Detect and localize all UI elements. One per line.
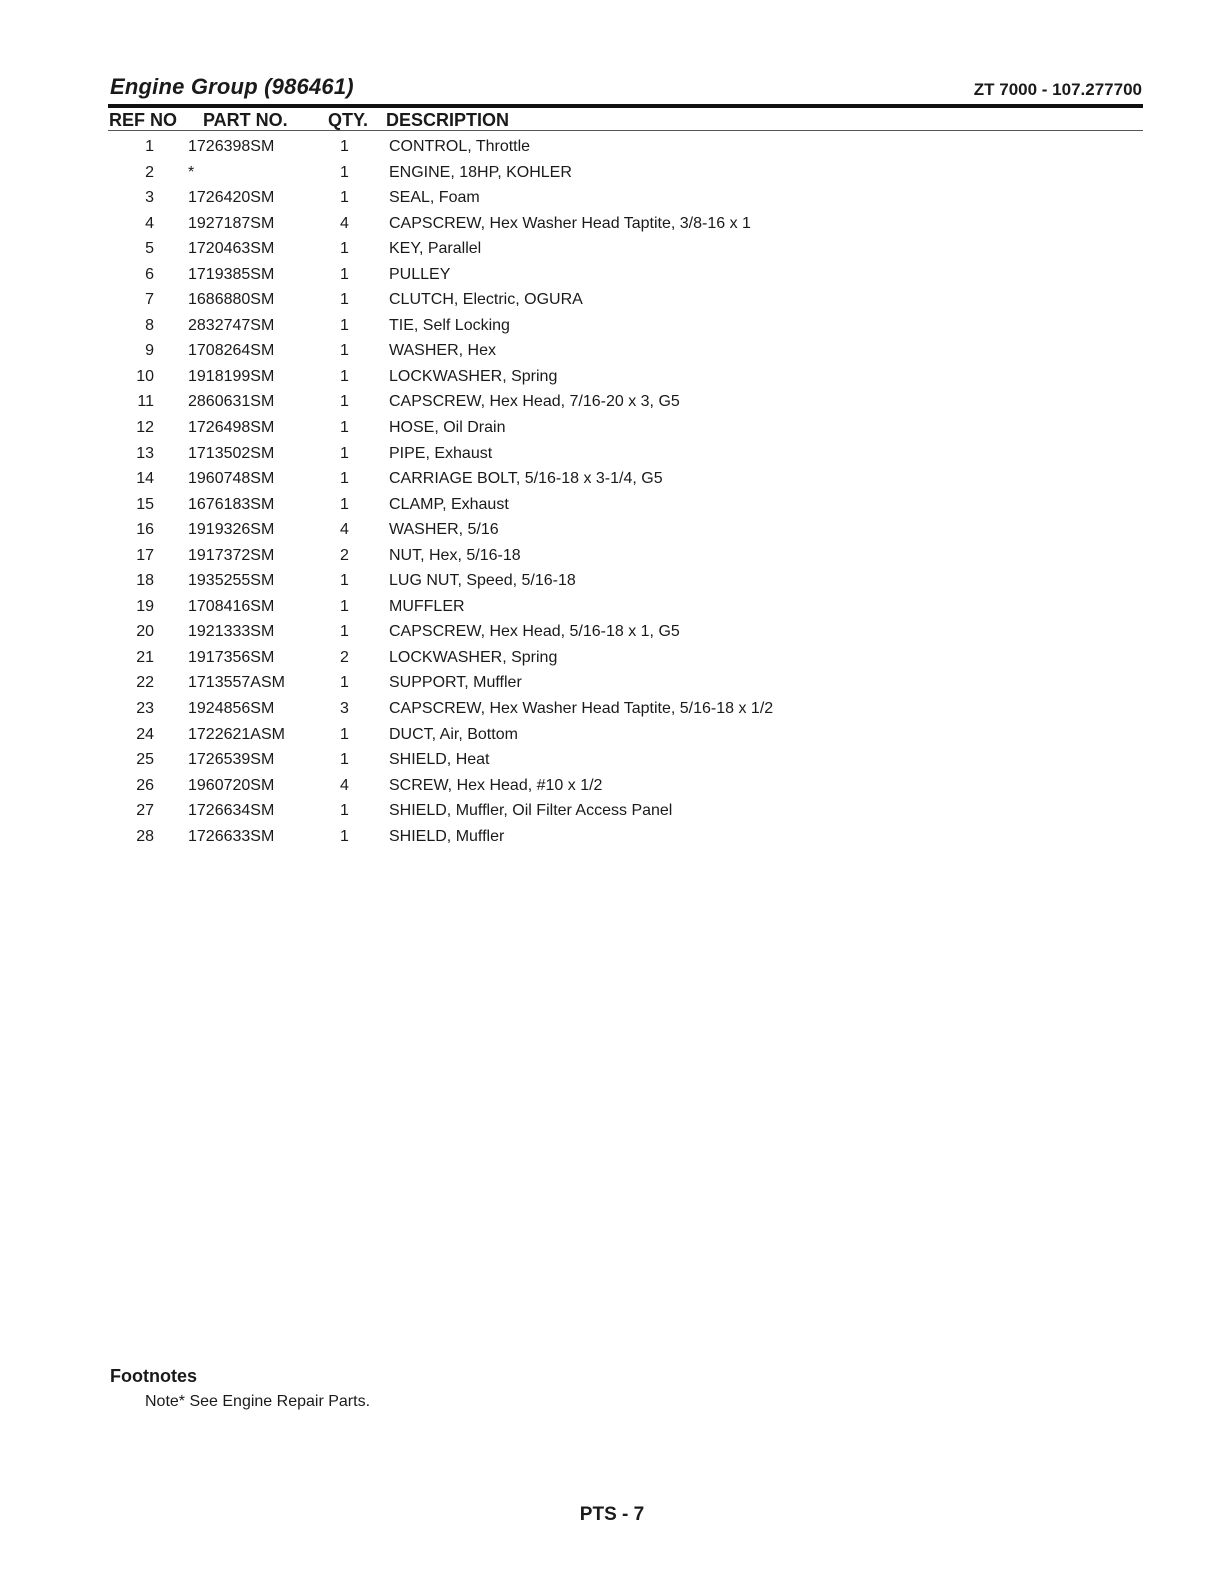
qty-cell: 1 — [340, 291, 349, 309]
qty-cell: 1 — [340, 419, 349, 437]
table-row — [108, 289, 1143, 315]
table-row — [108, 468, 1143, 494]
part-no-cell: 1686880SM — [188, 291, 275, 309]
footnote-text: Note* See Engine Repair Parts. — [145, 1393, 371, 1410]
ref-no-cell: 25 — [136, 751, 154, 769]
table-row — [108, 264, 1143, 290]
part-no-cell: 1935255SM — [188, 572, 275, 590]
ref-no-cell: 10 — [136, 367, 154, 385]
table-row — [108, 672, 1143, 698]
description-cell: WASHER, Hex — [389, 342, 496, 360]
table-row — [108, 570, 1143, 596]
table-row — [108, 417, 1143, 443]
qty-cell: 1 — [340, 393, 349, 411]
description-cell: LOCKWASHER, Spring — [389, 367, 558, 385]
description-cell: TIE, Self Locking — [389, 316, 510, 334]
description-cell: MUFFLER — [389, 597, 465, 615]
ref-no-cell: 28 — [136, 827, 154, 845]
ref-no-cell: 27 — [136, 802, 154, 820]
part-no-cell: 1726498SM — [188, 419, 275, 437]
part-no-cell: * — [188, 163, 195, 181]
qty-cell: 1 — [340, 444, 349, 462]
ref-no-cell: 26 — [136, 776, 154, 794]
table-row — [108, 315, 1143, 341]
column-header-description: DESCRIPTION — [386, 110, 510, 130]
table-row — [108, 698, 1143, 724]
qty-cell: 1 — [340, 802, 349, 820]
part-no-cell: 1917356SM — [188, 648, 275, 666]
qty-cell: 1 — [340, 725, 349, 743]
part-no-cell: 1726634SM — [188, 802, 275, 820]
part-no-cell: 1726539SM — [188, 751, 275, 769]
ref-no-cell: 9 — [145, 342, 154, 360]
qty-cell: 1 — [340, 163, 349, 181]
page-header — [110, 74, 1142, 104]
table-row — [108, 647, 1143, 673]
part-no-cell: 1719385SM — [188, 265, 275, 283]
ref-no-cell: 19 — [136, 597, 154, 615]
description-cell: NUT, Hex, 5/16-18 — [389, 546, 521, 564]
footnotes-title: Footnotes — [110, 1366, 197, 1386]
part-no-cell: 1917372SM — [188, 546, 275, 564]
table-row — [108, 800, 1143, 826]
qty-cell: 1 — [340, 316, 349, 334]
ref-no-cell: 22 — [136, 674, 154, 692]
qty-cell: 2 — [340, 546, 349, 564]
description-cell: CAPSCREW, Hex Washer Head Taptite, 3/8-16 x 1 — [389, 214, 751, 232]
description-cell: SUPPORT, Muffler — [389, 674, 522, 692]
description-cell: CAPSCREW, Hex Head, 7/16-20 x 3, G5 — [389, 393, 680, 411]
part-no-cell: 1720463SM — [188, 240, 275, 258]
part-no-cell: 1726633SM — [188, 827, 275, 845]
part-no-cell: 1918199SM — [188, 367, 275, 385]
table-row — [108, 136, 1143, 162]
description-cell: SHIELD, Heat — [389, 751, 490, 769]
ref-no-cell: 11 — [137, 393, 154, 411]
description-cell: WASHER, 5/16 — [389, 521, 499, 539]
ref-no-cell: 6 — [145, 265, 154, 283]
description-cell: CAPSCREW, Hex Washer Head Taptite, 5/16-18 x 1/2 — [389, 700, 774, 718]
qty-cell: 1 — [340, 189, 349, 207]
ref-no-cell: 15 — [136, 495, 154, 513]
part-no-cell: 1708416SM — [188, 597, 275, 615]
description-cell: CARRIAGE BOLT, 5/16-18 x 3-1/4, G5 — [389, 470, 663, 488]
ref-no-cell: 14 — [136, 470, 154, 488]
ref-no-cell: 5 — [145, 240, 154, 258]
ref-no-cell: 12 — [136, 419, 154, 437]
qty-cell: 1 — [340, 367, 349, 385]
ref-no-cell: 21 — [136, 648, 154, 666]
ref-no-cell: 3 — [145, 189, 154, 207]
qty-cell: 1 — [340, 597, 349, 615]
description-cell: SHIELD, Muffler, Oil Filter Access Panel — [389, 802, 673, 820]
ref-no-cell: 24 — [136, 725, 154, 743]
table-row — [108, 724, 1143, 750]
part-no-cell: 1676183SM — [188, 495, 275, 513]
qty-cell: 4 — [340, 214, 349, 232]
part-no-cell: 1927187SM — [188, 214, 275, 232]
qty-cell: 4 — [340, 521, 349, 539]
table-row — [108, 162, 1143, 188]
ref-no-cell: 18 — [136, 572, 154, 590]
column-header-qty: QTY. — [328, 110, 369, 130]
table-row — [108, 494, 1143, 520]
table-row — [108, 238, 1143, 264]
ref-no-cell: 1 — [145, 138, 154, 155]
column-header-part-no: PART NO. — [203, 110, 288, 130]
qty-cell: 3 — [340, 700, 349, 718]
description-cell: CLUTCH, Electric, OGURA — [389, 291, 583, 309]
model-number: ZT 7000 - 107.277700 — [973, 80, 1142, 99]
description-cell: LOCKWASHER, Spring — [389, 648, 558, 666]
description-cell: SHIELD, Muffler — [389, 827, 505, 845]
part-no-cell: 1726398SM — [188, 138, 275, 155]
qty-cell: 4 — [340, 776, 349, 794]
table-row — [108, 596, 1143, 622]
qty-cell: 1 — [340, 674, 349, 692]
header-divider — [108, 104, 1143, 108]
ref-no-cell: 2 — [145, 163, 154, 181]
table-row — [108, 519, 1143, 545]
table-row — [108, 775, 1143, 801]
table-row — [108, 366, 1143, 392]
part-no-cell: 1921333SM — [188, 623, 275, 641]
table-row — [108, 340, 1143, 366]
description-cell: LUG NUT, Speed, 5/16-18 — [389, 572, 576, 590]
ref-no-cell: 16 — [136, 521, 154, 539]
part-no-cell: 1713502SM — [188, 444, 275, 462]
part-no-cell: 1960720SM — [188, 776, 275, 794]
ref-no-cell: 23 — [136, 700, 154, 718]
part-no-cell: 1919326SM — [188, 521, 275, 539]
ref-no-cell: 20 — [136, 623, 154, 641]
table-row — [108, 545, 1143, 571]
description-cell: KEY, Parallel — [389, 240, 482, 258]
description-cell: PIPE, Exhaust — [389, 444, 493, 462]
description-cell: SEAL, Foam — [389, 189, 480, 207]
qty-cell: 1 — [340, 572, 349, 590]
qty-cell: 1 — [340, 240, 349, 258]
column-header-ref-no: REF NO — [109, 110, 178, 130]
qty-cell: 1 — [340, 495, 349, 513]
description-cell: CAPSCREW, Hex Head, 5/16-18 x 1, G5 — [389, 623, 680, 641]
description-cell: SCREW, Hex Head, #10 x 1/2 — [389, 776, 603, 794]
table-row — [108, 826, 1143, 852]
ref-no-cell: 13 — [136, 444, 154, 462]
part-no-cell: 1708264SM — [188, 342, 275, 360]
table-row — [108, 213, 1143, 239]
qty-cell: 1 — [340, 265, 349, 283]
description-cell: DUCT, Air, Bottom — [389, 725, 518, 743]
part-no-cell: 1726420SM — [188, 189, 275, 207]
part-no-cell: 1924856SM — [188, 700, 275, 718]
qty-cell: 1 — [340, 470, 349, 488]
part-no-cell: 2860631SM — [188, 393, 275, 411]
table-row — [108, 187, 1143, 213]
qty-cell: 1 — [340, 751, 349, 769]
table-row — [108, 443, 1143, 469]
qty-cell: 1 — [340, 342, 349, 360]
table-row — [108, 391, 1143, 417]
description-cell: ENGINE, 18HP, KOHLER — [389, 163, 572, 181]
description-cell: CLAMP, Exhaust — [389, 495, 509, 513]
column-header-divider — [108, 130, 1143, 131]
part-no-cell: 1722621ASM — [188, 725, 285, 743]
ref-no-cell: 4 — [145, 214, 154, 232]
table-row — [108, 749, 1143, 775]
qty-cell: 1 — [340, 138, 349, 155]
qty-cell: 1 — [340, 623, 349, 641]
part-no-cell: 1713557ASM — [188, 674, 285, 692]
description-cell: CONTROL, Throttle — [389, 138, 531, 155]
qty-cell: 2 — [340, 648, 349, 666]
part-no-cell: 1960748SM — [188, 470, 275, 488]
ref-no-cell: 17 — [136, 546, 154, 564]
parts-table — [108, 136, 1143, 851]
description-cell: PULLEY — [389, 265, 451, 283]
description-cell: HOSE, Oil Drain — [389, 419, 506, 437]
part-no-cell: 2832747SM — [188, 316, 275, 334]
page-number: PTS - 7 — [579, 1504, 645, 1525]
page-title: Engine Group (986461) — [110, 74, 354, 99]
ref-no-cell: 7 — [145, 291, 154, 309]
qty-cell: 1 — [340, 827, 349, 845]
table-row — [108, 621, 1143, 647]
ref-no-cell: 8 — [145, 316, 154, 334]
